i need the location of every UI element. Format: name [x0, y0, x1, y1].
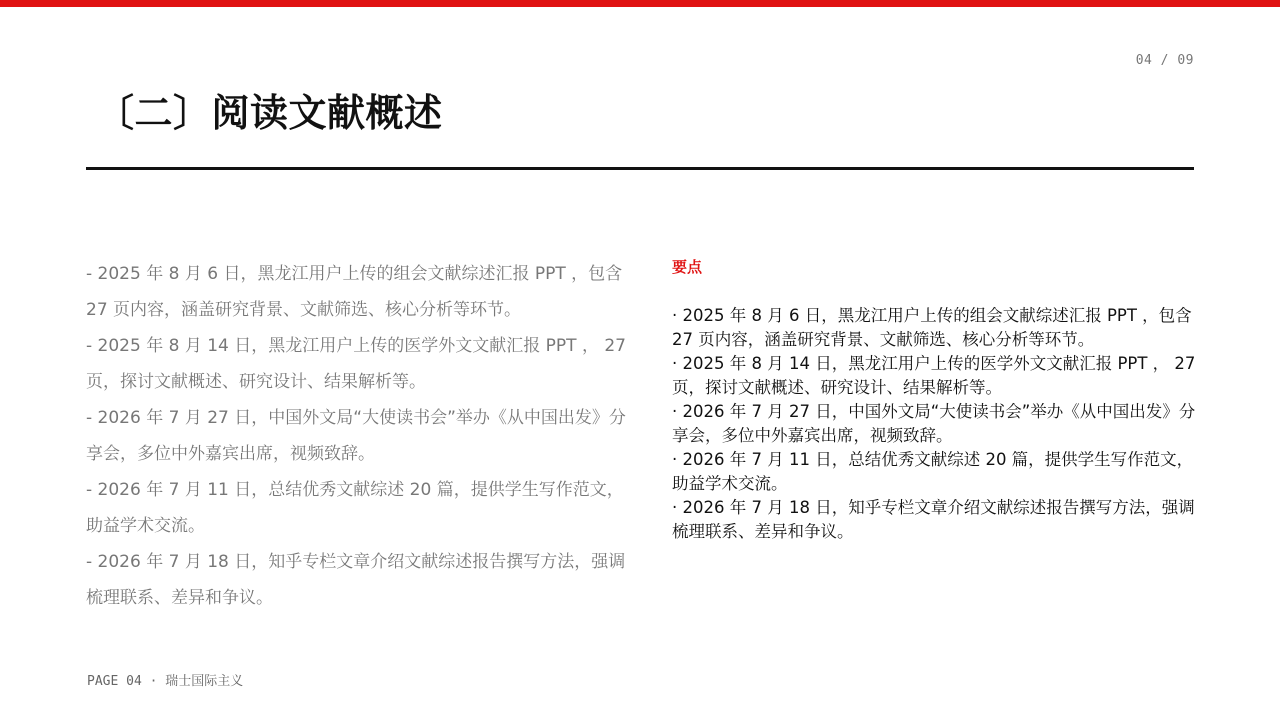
list-item: · 2026 年 7 月 11 日，总结优秀文献综述 20 篇，提供学生写作范文，助益学术交流。: [672, 450, 1194, 493]
list-item: - 2025 年 8 月 6 日，黑龙江用户上传的组会文献综述汇报 PPT ，包含 27 页内容，涵盖研究背景、文献筛选、核心分析等环节。: [86, 264, 623, 320]
title-divider: [86, 167, 1194, 170]
key-points-heading: 要点: [672, 258, 703, 276]
list-item: · 2025 年 8 月 6 日，黑龙江用户上传的组会文献综述汇报 PPT ，包含 27 页内容，涵盖研究背景、文献筛选、核心分析等环节。: [672, 306, 1192, 349]
page-counter: 04 / 09: [1135, 53, 1194, 68]
top-accent-bar: [0, 0, 1280, 7]
list-item: - 2026 年 7 月 11 日，总结优秀文献综述 20 篇，提供学生写作范文，助益学术交流。: [86, 480, 624, 536]
list-item: - 2026 年 7 月 18 日，知乎专栏文章介绍文献综述报告撰写方法，强调梳理联系、差异和争议。: [86, 552, 626, 608]
list-item: · 2026 年 7 月 18 日，知乎专栏文章介绍文献综述报告撰写方法，强调梳理联系、差异和争议。: [672, 498, 1195, 541]
list-item: · 2025 年 8 月 14 日，黑龙江用户上传的医学外文文献汇报 PPT ， 27 页，探讨文献概述、研究设计、结果解析等。: [672, 354, 1196, 397]
page-title: 〔二〕阅读文献概述: [96, 91, 443, 135]
list-item: - 2026 年 7 月 27 日，中国外文局“大使读书会”举办《从中国出发》分享会，多位中外嘉宾出席，视频致辞。: [86, 408, 626, 464]
key-points-list: [672, 304, 1208, 544]
footer-label: PAGE 04 · 瑞士国际主义: [87, 674, 244, 689]
left-bullet-list: [86, 256, 626, 616]
list-item: - 2025 年 8 月 14 日，黑龙江用户上传的医学外文文献汇报 PPT ， 27 页，探讨文献概述、研究设计、结果解析等。: [86, 336, 626, 392]
list-item: · 2026 年 7 月 27 日，中国外文局“大使读书会”举办《从中国出发》分享会，多位中外嘉宾出席，视频致辞。: [672, 402, 1196, 445]
